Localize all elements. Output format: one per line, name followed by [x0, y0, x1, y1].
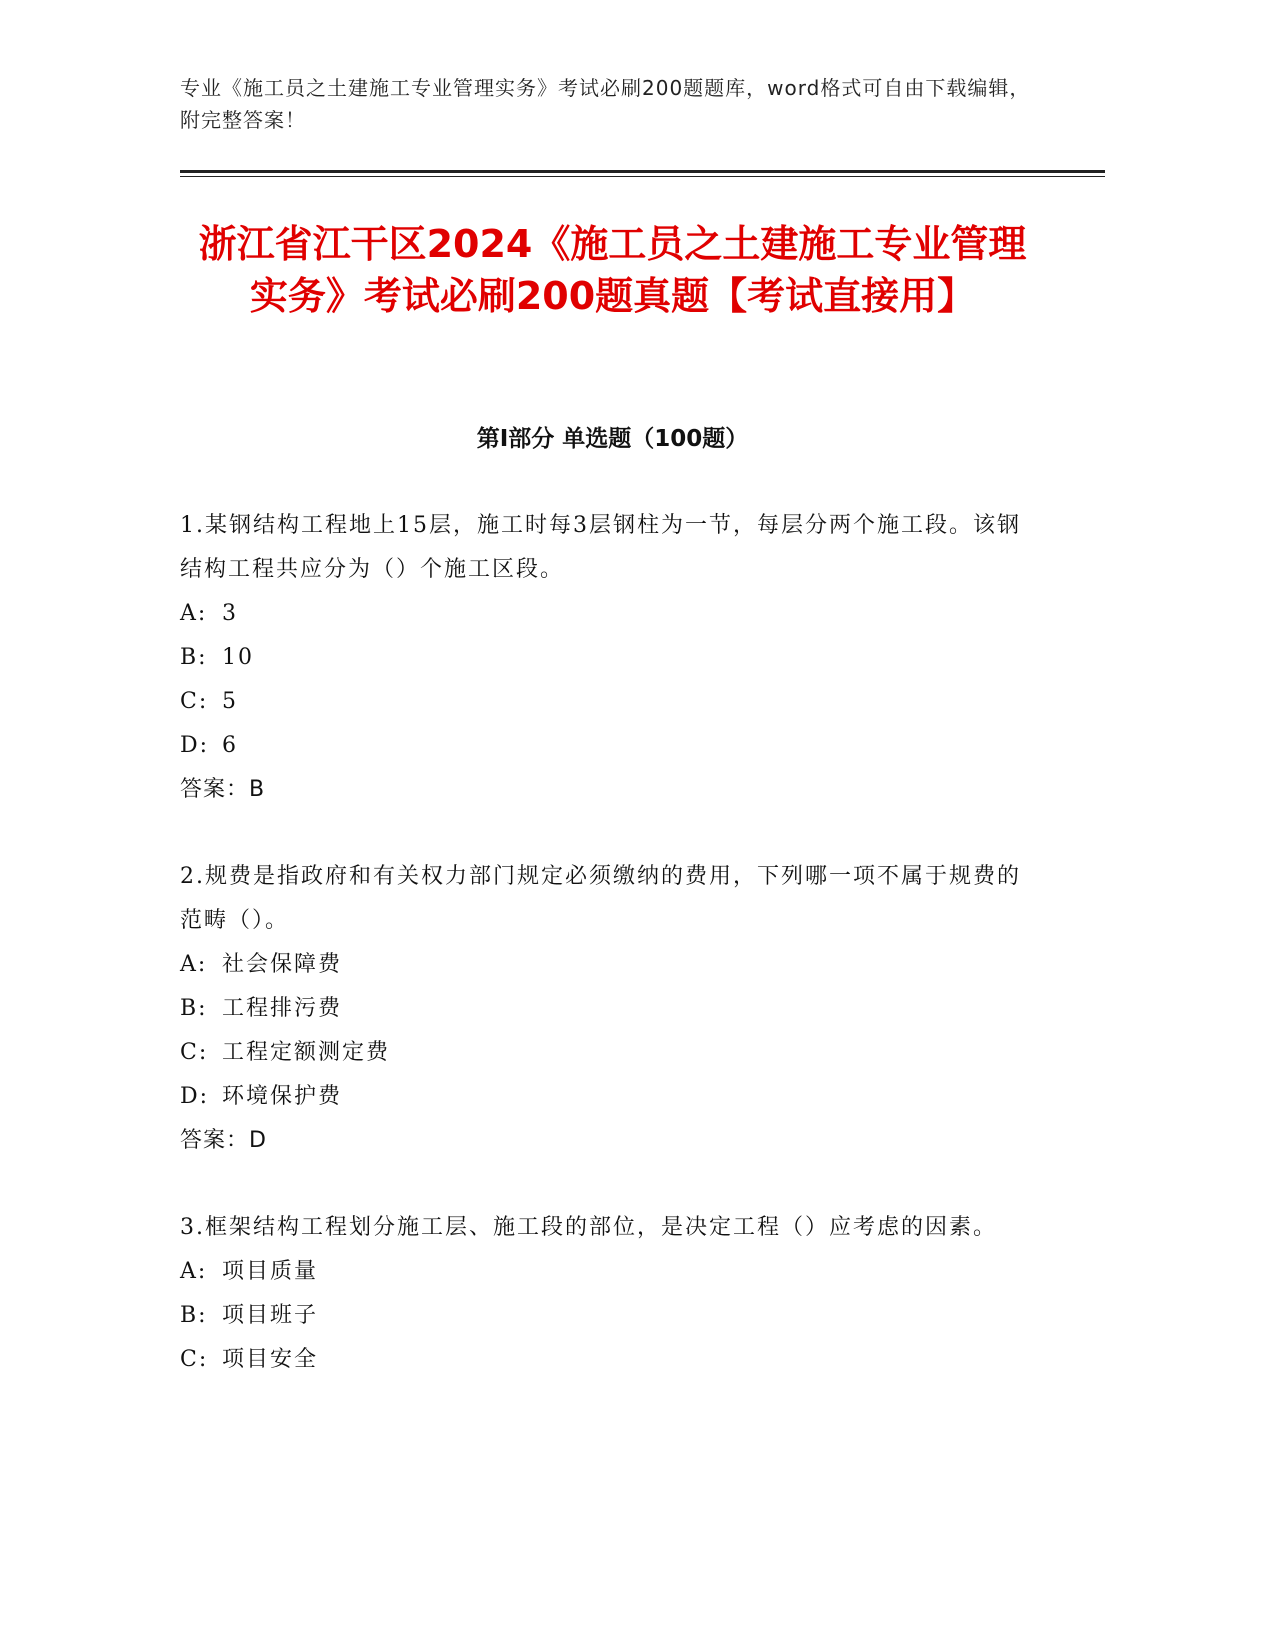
question-stem: 3.框架结构工程划分施工层、施工段的部位，是决定工程（）应考虑的因素。 [180, 1215, 997, 1240]
option-text: 项目安全 [222, 1347, 319, 1372]
option-text: 社会保障费 [222, 952, 343, 977]
option-c [180, 680, 1040, 724]
option-letter: A: [180, 952, 208, 977]
option-letter: D: [180, 1084, 210, 1109]
question-item [180, 855, 1040, 1163]
question-list [180, 504, 1040, 1425]
answer-line: 答案：D [180, 1128, 267, 1153]
document-title: 浙江省江干区2024《施工员之土建施工专业管理实务》考试必刷200题真题【考试直接用】 [198, 222, 1027, 318]
option-letter: B: [180, 645, 208, 670]
option-text: 工程定额测定费 [222, 1040, 391, 1065]
option-text: 环境保护费 [222, 1084, 343, 1109]
option-text: 工程排污费 [222, 996, 343, 1021]
header-note: 专业《施工员之土建施工专业管理实务》考试必刷200题题库，word格式可自由下载编辑，附完整答案！ [180, 76, 1031, 132]
option-b [180, 987, 1040, 1031]
option-letter: B: [180, 996, 208, 1021]
option-text: 项目班子 [222, 1303, 319, 1328]
question-item [180, 504, 1040, 812]
option-b [180, 636, 1040, 680]
answer-line: 答案：B [180, 777, 266, 802]
question-item [180, 1206, 1040, 1382]
option-letter: D: [180, 733, 210, 758]
option-c [180, 1338, 1040, 1382]
option-text: 3 [222, 601, 238, 626]
option-letter: C: [180, 1347, 209, 1372]
option-b [180, 1294, 1040, 1338]
option-letter: C: [180, 1040, 209, 1065]
option-letter: A: [180, 601, 208, 626]
option-a [180, 1250, 1040, 1294]
header-divider-thick [180, 170, 1105, 173]
option-text: 10 [222, 645, 254, 670]
option-a [180, 943, 1040, 987]
option-text: 项目质量 [222, 1259, 319, 1284]
option-text: 6 [222, 733, 238, 758]
option-letter: C: [180, 689, 209, 714]
option-c [180, 1031, 1040, 1075]
option-d [180, 1075, 1040, 1119]
option-d [180, 724, 1040, 768]
option-text: 5 [222, 689, 238, 714]
question-stem: 2.规费是指政府和有关权力部门规定必须缴纳的费用，下列哪一项不属于规费的范畴（）。 [180, 864, 1021, 933]
header-divider-thin [180, 176, 1105, 177]
option-letter: A: [180, 1259, 208, 1284]
section-title: 第I部分 单选题（100题） [476, 426, 749, 452]
option-letter: B: [180, 1303, 208, 1328]
question-stem: 1.某钢结构工程地上15层，施工时每3层钢柱为一节，每层分两个施工段。该钢结构工程共应分为（）个施工区段。 [180, 513, 1021, 582]
option-a [180, 592, 1040, 636]
